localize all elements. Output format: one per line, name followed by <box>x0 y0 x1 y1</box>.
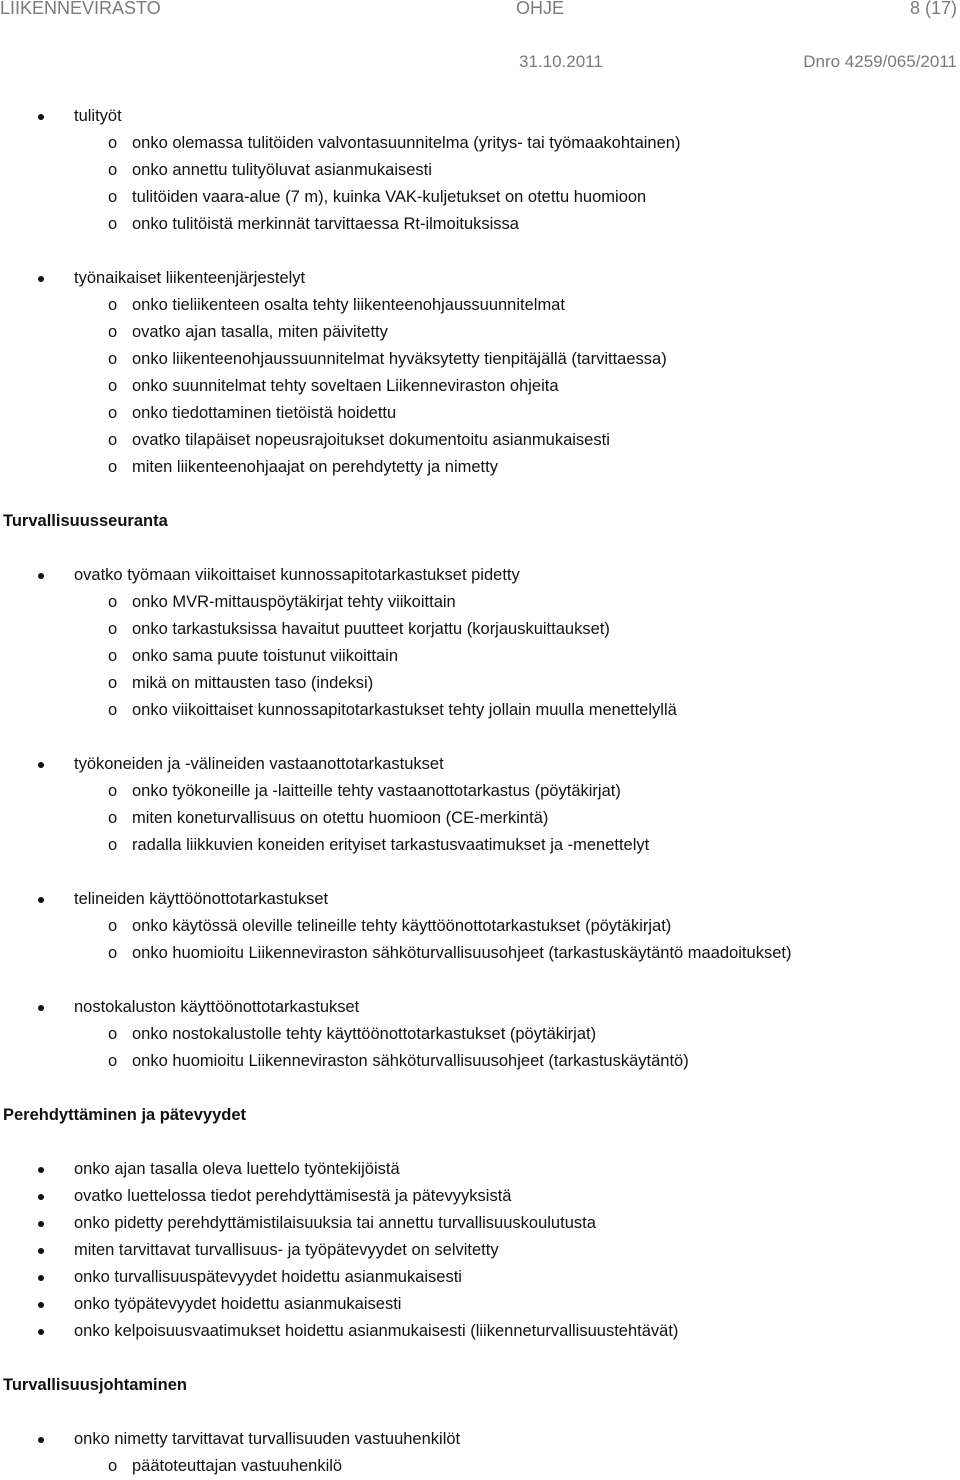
sub-item <box>0 427 960 454</box>
bullet-item <box>0 1264 960 1291</box>
sub-bullet-marker: o <box>108 917 118 935</box>
sub-item-text: päätoteuttajan vastuuhenkilö <box>132 1457 343 1475</box>
spacer <box>0 238 960 265</box>
sub-item-text: onko huomioitu Liikenneviraston sähköturvallisuusohjeet (tarkastuskäytäntö) <box>132 1052 689 1070</box>
sub-item <box>0 1048 960 1075</box>
bullet-item <box>0 265 960 292</box>
sub-bullet-marker: o <box>108 134 118 152</box>
spacer <box>0 535 960 562</box>
bullet-dot-icon <box>38 1221 44 1227</box>
sub-bullet-marker: o <box>108 350 118 368</box>
sub-item <box>0 373 960 400</box>
bullet-item <box>0 1426 960 1453</box>
spacer <box>0 967 960 994</box>
sub-item <box>0 805 960 832</box>
spacer <box>0 1345 960 1372</box>
header-organization: LIIKENNEVIRASTO <box>0 0 161 18</box>
sub-item-text: onko huomioitu Liikenneviraston sähköturvallisuusohjeet (tarkastuskäytäntö maadoitukset) <box>132 944 792 962</box>
sub-item-text: onko sama puute toistunut viikoittain <box>132 647 398 665</box>
bullet-item-text: onko työpätevyydet hoidettu asianmukaisesti <box>74 1295 402 1313</box>
bullet-item-text: onko nimetty tarvittavat turvallisuuden vastuuhenkilöt <box>74 1430 461 1448</box>
bullet-item-text: telineiden käyttöönottotarkastukset <box>74 890 329 908</box>
header-doc-type: OHJE <box>516 0 565 18</box>
sub-bullet-marker: o <box>108 701 118 719</box>
bullet-item-text: ovatko luettelossa tiedot perehdyttämisestä ja pätevyyksistä <box>74 1187 512 1205</box>
bullet-item <box>0 1237 960 1264</box>
document-body <box>0 103 960 1480</box>
bullet-item-text: onko kelpoisuusvaatimukset hoidettu asianmukaisesti (liikenneturvallisuustehtävät) <box>74 1322 679 1340</box>
sub-item-text: onko työkoneille ja -laitteille tehty vastaanottotarkastus (pöytäkirjat) <box>132 782 621 800</box>
sub-item-text: onko tiedottaminen tietöistä hoidettu <box>132 404 397 422</box>
bullet-item-text: miten tarvittavat turvallisuus- ja työpätevyydet on selvitetty <box>74 1241 499 1259</box>
sub-bullet-marker: o <box>108 161 118 179</box>
bullet-item <box>0 886 960 913</box>
sub-bullet-marker: o <box>108 377 118 395</box>
bullet-dot-icon <box>38 114 44 120</box>
sub-item-text: onko nostokalustolle tehty käyttöönottotarkastukset (pöytäkirjat) <box>132 1025 597 1043</box>
sub-item-text: onko tieliikenteen osalta tehty liikenteenohjaussuunnitelmat <box>132 296 565 314</box>
bullet-dot-icon <box>38 1275 44 1281</box>
bullet-item <box>0 1183 960 1210</box>
bullet-item <box>0 1210 960 1237</box>
bullet-item-text: onko turvallisuuspätevyydet hoidettu asianmukaisesti <box>74 1268 462 1286</box>
sub-item <box>0 346 960 373</box>
bullet-item-text: työnaikaiset liikenteenjärjestelyt <box>74 269 306 287</box>
bullet-dot-icon <box>38 1194 44 1200</box>
spacer <box>0 859 960 886</box>
sub-bullet-marker: o <box>108 188 118 206</box>
sub-item-text: onko olemassa tulitöiden valvontasuunnitelma (yritys- tai työmaakohtainen) <box>132 134 681 152</box>
bullet-dot-icon <box>38 897 44 903</box>
bullet-item <box>0 1156 960 1183</box>
section-heading: Perehdyttäminen ja pätevyydet <box>3 1106 247 1124</box>
sub-bullet-marker: o <box>108 215 118 233</box>
spacer <box>0 1075 960 1102</box>
sub-bullet-marker: o <box>108 323 118 341</box>
bullet-dot-icon <box>38 276 44 282</box>
spacer <box>0 724 960 751</box>
sub-item-text: mikä on mittausten taso (indeksi) <box>132 674 374 692</box>
sub-bullet-marker: o <box>108 836 118 854</box>
sub-item-text: onko viikoittaiset kunnossapitotarkastukset tehty jollain muulla menettelyllä <box>132 701 677 719</box>
bullet-item-text: ovatko työmaan viikoittaiset kunnossapitotarkastukset pidetty <box>74 566 520 584</box>
sub-bullet-marker: o <box>108 1052 118 1070</box>
sub-item <box>0 130 960 157</box>
sub-item-text: onko käytössä oleville telineille tehty käyttöönottotarkastukset (pöytäkirjat) <box>132 917 672 935</box>
sub-item <box>0 616 960 643</box>
sub-item-text: onko tulitöistä merkinnät tarvittaessa Rt-ilmoituksissa <box>132 215 519 233</box>
sub-item-text: ovatko tilapäiset nopeusrajoitukset dokumentoitu asianmukaisesti <box>132 431 610 449</box>
sub-bullet-marker: o <box>108 296 118 314</box>
sub-bullet-marker: o <box>108 404 118 422</box>
sub-item <box>0 184 960 211</box>
bullet-dot-icon <box>38 1437 44 1443</box>
sub-item <box>0 319 960 346</box>
sub-item <box>0 643 960 670</box>
bullet-dot-icon <box>38 1167 44 1173</box>
sub-item <box>0 832 960 859</box>
sub-bullet-marker: o <box>108 1457 118 1475</box>
bullet-item-text: onko ajan tasalla oleva luettelo työntekijöistä <box>74 1160 400 1178</box>
sub-item <box>0 940 960 967</box>
bullet-item-text: onko pidetty perehdyttämistilaisuuksia tai annettu turvallisuuskoulutusta <box>74 1214 596 1232</box>
sub-bullet-marker: o <box>108 647 118 665</box>
sub-item-text: ovatko ajan tasalla, miten päivitetty <box>132 323 388 341</box>
bullet-item-text: tulityöt <box>74 107 122 125</box>
sub-item-text: onko MVR-mittauspöytäkirjat tehty viikoittain <box>132 593 456 611</box>
sub-bullet-marker: o <box>108 944 118 962</box>
sub-item-text: onko suunnitelmat tehty soveltaen Liikenneviraston ohjeita <box>132 377 559 395</box>
bullet-dot-icon <box>38 1329 44 1335</box>
sub-item-text: onko liikenteenohjaussuunnitelmat hyväksytetty tienpitäjällä (tarvittaessa) <box>132 350 667 368</box>
sub-item <box>0 454 960 481</box>
spacer <box>0 1129 960 1156</box>
sub-item <box>0 1453 960 1480</box>
spacer <box>0 1399 960 1426</box>
sub-item <box>0 589 960 616</box>
sub-item <box>0 211 960 238</box>
sub-bullet-marker: o <box>108 782 118 800</box>
bullet-item-text: työkoneiden ja -välineiden vastaanottotarkastukset <box>74 755 444 773</box>
sub-item <box>0 913 960 940</box>
sub-item-text: onko annettu tulityöluvat asianmukaisesti <box>132 161 432 179</box>
sub-item <box>0 292 960 319</box>
sub-item <box>0 400 960 427</box>
sub-item <box>0 1021 960 1048</box>
bullet-dot-icon <box>38 1005 44 1011</box>
bullet-item <box>0 1318 960 1345</box>
header-date: 31.10.2011 <box>519 52 603 71</box>
sub-bullet-marker: o <box>108 809 118 827</box>
bullet-dot-icon <box>38 762 44 768</box>
sub-item <box>0 670 960 697</box>
sub-bullet-marker: o <box>108 674 118 692</box>
bullet-dot-icon <box>38 1302 44 1308</box>
sub-item-text: miten liikenteenohjaajat on perehdytetty ja nimetty <box>132 458 498 476</box>
sub-bullet-marker: o <box>108 620 118 638</box>
bullet-item <box>0 1291 960 1318</box>
sub-item-text: onko tarkastuksissa havaitut puutteet korjattu (korjauskuittaukset) <box>132 620 610 638</box>
sub-item <box>0 157 960 184</box>
header-page-number: 8 (17) <box>909 0 957 18</box>
header-dnro: Dnro 4259/065/2011 <box>803 52 957 71</box>
sub-item-text: tulitöiden vaara-alue (7 m), kuinka VAK-kuljetukset on otettu huomioon <box>132 188 647 206</box>
sub-item <box>0 697 960 724</box>
sub-item-text: miten koneturvallisuus on otettu huomioon (CE-merkintä) <box>132 809 549 827</box>
bullet-item-text: nostokaluston käyttöönottotarkastukset <box>74 998 360 1016</box>
sub-item <box>0 778 960 805</box>
page-header <box>0 0 960 20</box>
bullet-item <box>0 562 960 589</box>
bullet-dot-icon <box>38 1248 44 1254</box>
bullet-item <box>0 103 960 130</box>
sub-bullet-marker: o <box>108 431 118 449</box>
bullet-item <box>0 751 960 778</box>
sub-bullet-marker: o <box>108 1025 118 1043</box>
bullet-dot-icon <box>38 573 44 579</box>
bullet-item <box>0 994 960 1021</box>
sub-bullet-marker: o <box>108 458 118 476</box>
sub-item-text: radalla liikkuvien koneiden erityiset tarkastusvaatimukset ja -menettelyt <box>132 836 650 854</box>
section-heading: Turvallisuusjohtaminen <box>3 1376 187 1394</box>
sub-bullet-marker: o <box>108 593 118 611</box>
section-heading: Turvallisuusseuranta <box>3 512 168 530</box>
spacer <box>0 481 960 508</box>
